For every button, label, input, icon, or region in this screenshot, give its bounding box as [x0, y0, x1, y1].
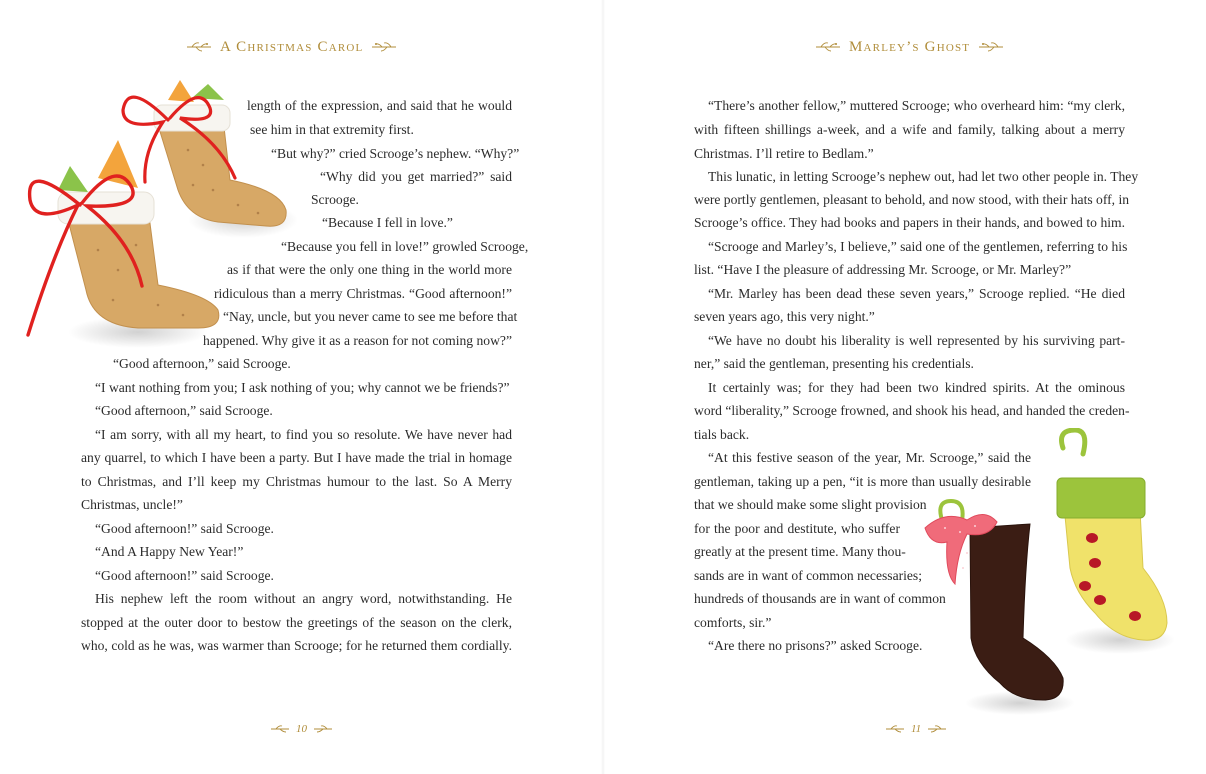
- left-page-text-line: “But why?” cried Scrooge’s nephew. “Why?”: [271, 146, 520, 161]
- right-page-text-line: hundreds of thousands are in want of common: [694, 591, 946, 606]
- right-page-text-line: “Mr. Marley has been dead these seven years,” Scrooge replied. “He died: [708, 286, 1125, 301]
- sprig-ornament-icon: [270, 724, 290, 734]
- left-page-text-line: length of the expression, and said that he would: [247, 98, 512, 113]
- right-page-text-line: Scrooge’s office. They had books and papers in their hands, and bowed to him.: [694, 215, 1125, 230]
- right-page-number: 11: [911, 723, 922, 735]
- page-gutter: [601, 0, 605, 774]
- left-page-text-line: Scrooge.: [311, 192, 359, 207]
- left-page-text-line: happened. Why give it as a reason for not coming now?”: [203, 333, 512, 348]
- left-page-number: 10: [296, 723, 307, 735]
- right-page-text-line: list. “Have I the pleasure of addressing Mr. Scrooge, or Mr. Marley?”: [694, 262, 1072, 277]
- right-page-text-line: greatly at the present time. Many thou-: [694, 544, 906, 559]
- right-page-text-line: “Are there no prisons?” asked Scrooge.: [708, 638, 923, 653]
- left-page-text-line: “Because you fell in love!” growled Scrooge,: [281, 239, 529, 254]
- sprig-ornament-icon: [815, 41, 841, 53]
- left-page-text-line: who, cold as he was, was warmer than Scrooge; for he returned them cordially.: [81, 638, 512, 653]
- right-page-text-line: “There’s another fellow,” muttered Scrooge; who overheard him: “my clerk,: [708, 98, 1125, 113]
- right-folio: [885, 722, 947, 736]
- left-page-text-line: “And A Happy New Year!”: [95, 544, 244, 559]
- right-page-text-line: word “liberality,” Scrooge frowned, and shook his head, and handed the creden-: [694, 403, 1130, 418]
- left-page-text-line: as if that were the only one thing in the world more: [227, 262, 512, 277]
- left-page-text-line: stopped at the outer door to bestow the greetings of the season on the clerk,: [81, 615, 512, 630]
- left-page-text-line: “Nay, uncle, but you never came to see me before that: [223, 309, 518, 324]
- right-page-text-line: sands are in want of common necessaries;: [694, 568, 923, 583]
- right-page-text-line: Christmas. I’ll retire to Bedlam.”: [694, 146, 874, 161]
- left-page-text-line: “I am sorry, with all my heart, to find you so resolute. We have never had: [95, 427, 512, 442]
- right-page-text-line: for the poor and destitute, who suffer: [694, 521, 900, 536]
- right-running-head: [815, 37, 1004, 57]
- sprig-ornament-icon: [313, 724, 333, 734]
- left-page-text-line: “Good afternoon,” said Scrooge.: [113, 356, 291, 371]
- chocolate-fruit-stockings-illustration: [905, 428, 1185, 718]
- left-page-text-line: “Good afternoon!” said Scrooge.: [95, 521, 274, 536]
- left-page-text-line: see him in that extremity first.: [250, 122, 414, 137]
- left-page-text-line: His nephew left the room without an angry word, notwithstanding. He: [95, 591, 512, 606]
- right-running-head-title: Marley’s Ghost: [849, 38, 971, 55]
- left-page-text-line: to Christmas, and I’ll keep my Christmas humour to the last. So A Merry: [81, 474, 512, 489]
- right-page-text-line: “Scrooge and Marley’s, I believe,” said one of the gentlemen, referring to his: [708, 239, 1128, 254]
- right-page-text-line: seven years ago, this very night.”: [694, 309, 875, 324]
- left-page-text-line: any quarrel, to which I have been a party. But I have made the trial in homage: [81, 450, 512, 465]
- sprig-ornament-icon: [978, 41, 1004, 53]
- left-page-text-line: “Good afternoon!” said Scrooge.: [95, 568, 274, 583]
- sprig-ornament-icon: [885, 724, 905, 734]
- left-page-text-line: “Why did you get married?” said: [320, 169, 512, 184]
- left-page-text-line: Christmas, uncle!”: [81, 497, 183, 512]
- left-page-text-line: ridiculous than a merry Christmas. “Good afternoon!”: [214, 286, 512, 301]
- right-page-text-line: comforts, sir.”: [694, 615, 772, 630]
- right-page-text-line: This lunatic, in letting Scrooge’s nephew out, had let two other people in. They: [708, 169, 1139, 184]
- left-running-head-title: A Christmas Carol: [220, 38, 364, 55]
- right-page-text-line: tials back.: [694, 427, 750, 442]
- right-page-text-line: It certainly was; for they had been two kindred spirits. At the ominous: [708, 380, 1125, 395]
- right-page-text-line: “At this festive season of the year, Mr. Scrooge,” said the: [708, 450, 1031, 465]
- right-page-text-line: “We have no doubt his liberality is well represented by his surviving part-: [708, 333, 1125, 348]
- left-page-text-line: “Good afternoon,” said Scrooge.: [95, 403, 273, 418]
- sprig-ornament-icon: [371, 41, 397, 53]
- right-page-text-line: that we should make some slight provision: [694, 497, 927, 512]
- right-page-text-line: gentleman, taking up a pen, “it is more than usually desirable: [694, 474, 1031, 489]
- sprig-ornament-icon: [186, 41, 212, 53]
- left-running-head: [186, 37, 397, 57]
- sprig-ornament-icon: [927, 724, 947, 734]
- right-page-text-line: were portly gentlemen, pleasant to behold, and now stood, with their hats off, in: [694, 192, 1130, 207]
- left-page-text-line: “I want nothing from you; I ask nothing of you; why cannot we be friends?”: [95, 380, 510, 395]
- right-page-text-line: ner,” said the gentleman, presenting his credentials.: [694, 356, 974, 371]
- right-page-text-line: with fifteen shillings a-week, and a wife and family, talking about a merry: [694, 122, 1125, 137]
- left-page-text-line: “Because I fell in love.”: [322, 215, 453, 230]
- left-folio: [270, 722, 333, 736]
